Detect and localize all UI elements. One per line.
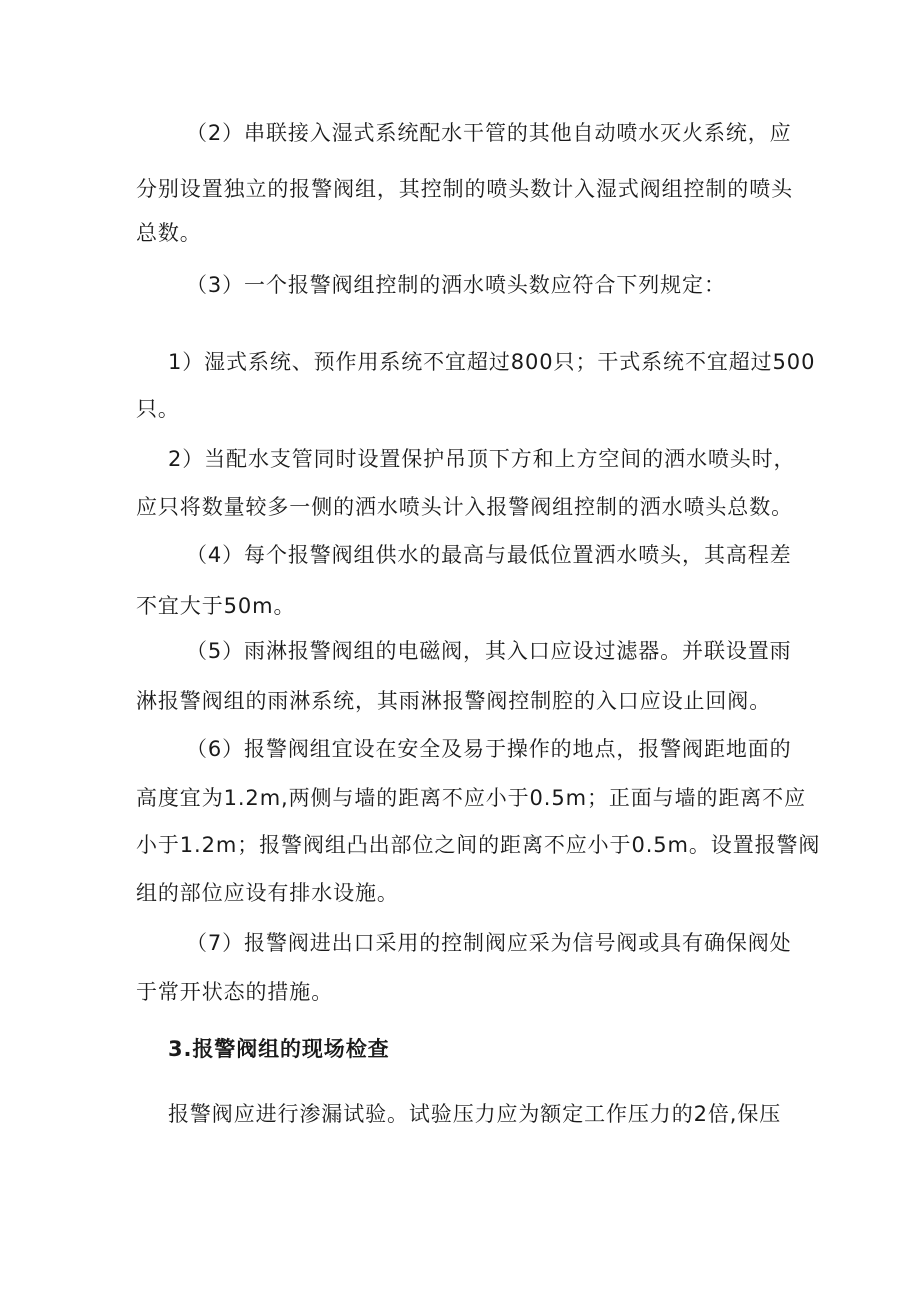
- text-line: 高度宜为1.2m,两侧与墙的距离不应小于0.5m；正面与墙的距离不应: [136, 786, 806, 810]
- text-line: （3）一个报警阀组控制的洒水喷头数应符合下列规定：: [186, 273, 726, 297]
- text-line: 组的部位应设有排水设施。: [136, 881, 399, 905]
- text-line: 只。: [136, 397, 180, 421]
- text-line: （5）雨淋报警阀组的电磁阀，其入口应设过滤器。并联设置雨: [186, 639, 792, 663]
- text-line: 总数。: [136, 221, 202, 245]
- text-line: 1）湿式系统、预作用系统不宜超过800只；干式系统不宜超过500: [168, 350, 816, 374]
- text-line: （6）报警阀组宜设在安全及易于操作的地点，报警阀距地面的: [186, 737, 792, 761]
- text-line: （7）报警阀进出口采用的控制阀应采为信号阀或具有确保阀处: [186, 931, 792, 955]
- text-line: 不宜大于50m。: [136, 594, 296, 618]
- text-line: 分别设置独立的报警阀组，其控制的喷头数计入湿式阀组控制的喷头: [136, 177, 793, 201]
- text-line: 应只将数量较多一侧的洒水喷头计入报警阀组控制的洒水喷头总数。: [136, 495, 793, 519]
- section-heading: 3.报警阀组的现场检查: [168, 1037, 390, 1061]
- text-line: 淋报警阀组的雨淋系统，其雨淋报警阀控制腔的入口应设止回阀。: [136, 689, 772, 713]
- text-line: （2）串联接入湿式系统配水干管的其他自动喷水灭火系统，应: [186, 121, 792, 145]
- paragraph-8: 报警阀应进行渗漏试验。试验压力应为额定工作压力的2倍,保压: [168, 1102, 782, 1126]
- text-line: 小于1.2m；报警阀组凸出部位之间的距离不应小于0.5m。设置报警阀: [136, 833, 821, 857]
- text-line: （4）每个报警阀组供水的最高与最低位置洒水喷头，其高程差: [186, 543, 792, 567]
- text-line: 于常开状态的措施。: [136, 980, 334, 1004]
- text-line: 2）当配水支管同时设置保护吊顶下方和上方空间的洒水喷头时，: [168, 447, 796, 471]
